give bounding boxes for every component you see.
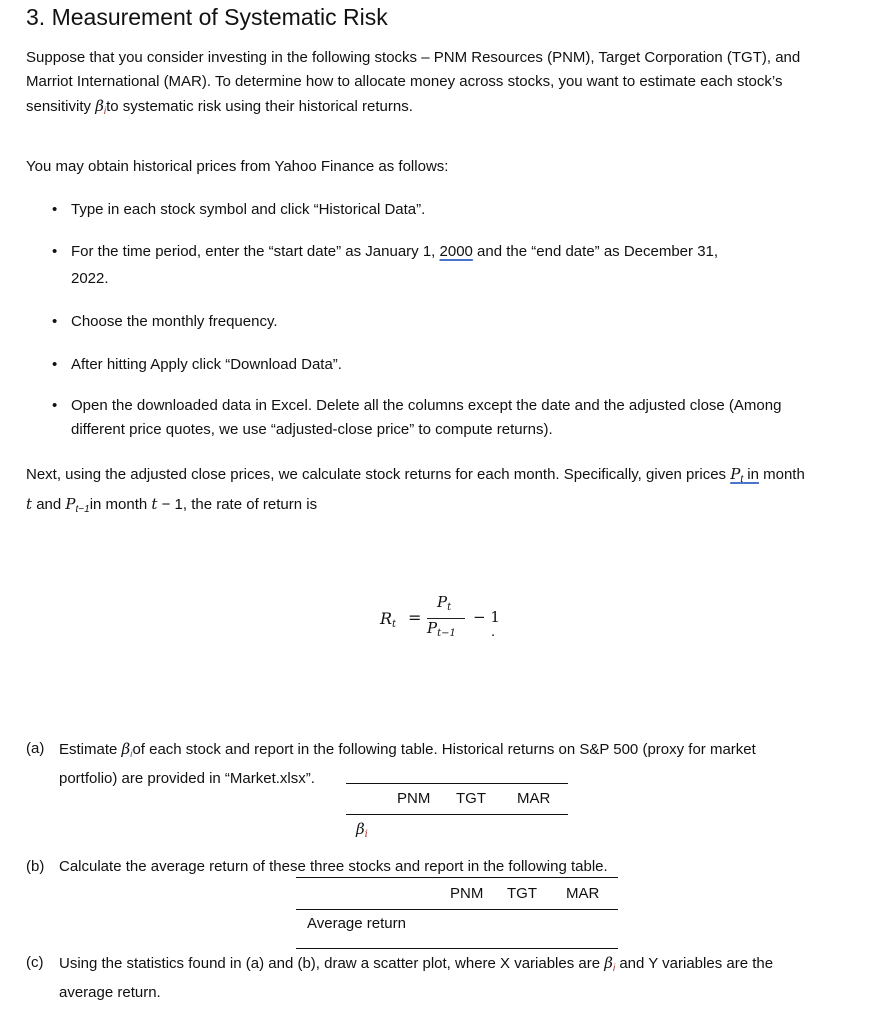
table-b-mid-rule	[296, 909, 618, 910]
bullet-text: After hitting Apply click “Download Data”.	[71, 356, 342, 373]
table-b-header-pnm: PNM	[450, 885, 484, 902]
beta-subscript: i	[130, 749, 133, 760]
part-b-line-1: Calculate the average return of these three stocks and report in the following table.	[59, 858, 608, 875]
bullet-dot: •	[52, 313, 58, 330]
bullet-dot: •	[52, 356, 58, 373]
table-b-row-label: Average return	[307, 915, 406, 932]
bullet-dot: •	[52, 243, 58, 260]
beta-symbol: β	[604, 954, 613, 972]
table-b-top-rule	[296, 877, 618, 878]
part-c-line-2: average return.	[59, 984, 161, 1001]
returns-in: in	[743, 466, 759, 483]
formula-equals: =	[408, 608, 422, 627]
return-formula	[380, 593, 530, 655]
part-a-letter: (a)	[26, 740, 45, 757]
bullet-text: Type in each stock symbol and click “Historical Data”.	[71, 201, 426, 218]
table-a-header-tgt: TGT	[456, 790, 486, 807]
table-a-row-label	[356, 820, 368, 840]
formula-numerator-symbol: P	[437, 593, 448, 611]
start-year: 2000	[439, 243, 473, 260]
yahoo-intro: You may obtain historical prices from Yahoo Finance as follows:	[26, 158, 449, 175]
list-item	[52, 196, 860, 223]
bullet-text-line-2: different price quotes, we use “adjusted-close price” to compute returns).	[71, 421, 553, 438]
part-c-text	[59, 951, 864, 1005]
returns-line-2-post: − 1, the rate of return is	[157, 496, 318, 513]
bullet-text-line-2: 2022.	[71, 270, 109, 287]
bullet-text-line-1: Open the downloaded data in Excel. Delete all the columns except the date and the adjusted close (Among	[71, 397, 782, 414]
bullet-text	[71, 238, 861, 292]
formula-lhs	[380, 609, 396, 630]
intro-line-1: Suppose that you consider investing in the following stocks – PNM Resources (PNM), Target Corporation (TGT), and	[26, 49, 801, 66]
table-a-mid-rule	[346, 814, 568, 815]
table-a-row-beta-subscript: i	[364, 829, 368, 840]
part-c-letter: (c)	[26, 954, 44, 971]
table-b-header-mar: MAR	[566, 885, 600, 902]
part-c-line-1-pre: Using the statistics found in (a) and (b), draw a scatter plot, where X variables are	[59, 955, 605, 972]
formula-lhs-symbol: R	[380, 609, 393, 628]
formula-minus-one: − 1	[473, 608, 500, 626]
returns-line-1-post: month	[758, 466, 805, 483]
table-a-top-rule	[346, 783, 568, 784]
formula-numerator	[437, 593, 451, 613]
formula-period: .	[491, 623, 496, 640]
formula-numerator-subscript: t	[447, 602, 452, 613]
list-item	[52, 308, 860, 335]
beta-symbol: β	[95, 97, 104, 115]
returns-line-1	[26, 462, 864, 492]
list-item	[52, 238, 860, 292]
formula-denominator-symbol: P	[427, 619, 438, 637]
table-b-header-tgt: TGT	[507, 885, 537, 902]
beta-symbol: β	[121, 740, 131, 758]
beta-subscript: i	[103, 106, 107, 117]
table-a-header-pnm: PNM	[397, 790, 431, 807]
intro-line-3-pre: sensitivity	[26, 98, 96, 115]
list-item	[52, 394, 860, 448]
intro-line-2: Marriot International (MAR). To determine how to allocate money across stocks, you want to estimate each stock’s	[26, 73, 783, 90]
formula-lhs-subscript: t	[392, 619, 397, 630]
price-symbol: P	[730, 465, 741, 483]
bullet-text	[71, 394, 861, 442]
intro-line-3-post: to systematic risk using their historical returns.	[106, 98, 413, 115]
list-item	[52, 351, 860, 378]
intro-paragraph	[26, 46, 864, 124]
formula-denominator-subscript: t−1	[437, 628, 456, 639]
bullet-dot: •	[52, 397, 58, 414]
table-b-bottom-rule	[296, 948, 618, 949]
bullet-text: Choose the monthly frequency.	[71, 313, 278, 330]
bullet-text-pre: For the time period, enter the “start date” as January 1,	[71, 243, 440, 260]
bullet-dot: •	[52, 201, 58, 218]
part-a-line-1-pre: Estimate	[59, 741, 122, 758]
time-symbol: t	[26, 495, 33, 513]
section-title: 3. Measurement of Systematic Risk	[26, 4, 388, 30]
part-c-line-1-post: and Y variables are the	[615, 955, 774, 972]
beta-subscript: i	[612, 963, 616, 974]
returns-line-1-pre: Next, using the adjusted close prices, we calculate stock returns for each month. Specifically, given prices	[26, 466, 731, 483]
part-a-line-1	[59, 737, 864, 767]
time-symbol-2: t	[151, 495, 158, 513]
price-subscript: t	[740, 474, 744, 485]
lag-price-subscript: t−1	[75, 504, 90, 515]
part-a-line-1-post: of each stock and report in the following table. Historical returns on S&P 500 (proxy for market	[132, 741, 756, 758]
lag-price-symbol: P	[65, 495, 76, 513]
part-b-letter: (b)	[26, 858, 45, 875]
part-c-line-1	[59, 951, 864, 981]
bullet-text-post: and the “end date” as December 31,	[472, 243, 719, 260]
table-a-row-beta: β	[356, 820, 365, 838]
formula-denominator	[427, 619, 456, 639]
table-a-header-mar: MAR	[517, 790, 551, 807]
returns-line-2	[26, 492, 864, 522]
returns-mid: in month	[89, 496, 152, 513]
intro-line-3	[26, 94, 864, 124]
returns-paragraph	[26, 462, 864, 522]
part-a-line-2: portfolio) are provided in “Market.xlsx”.	[59, 770, 315, 787]
returns-and: and	[32, 496, 66, 513]
